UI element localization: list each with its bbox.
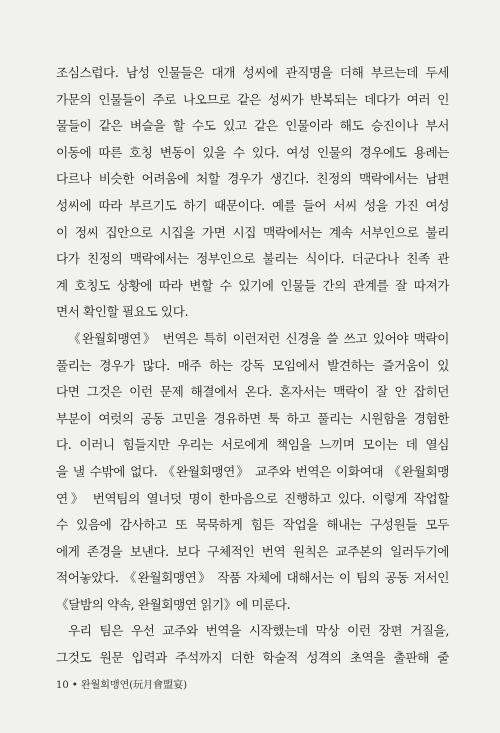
text-line: 이동에 따른 호칭 변동이 있을 수 있다. 여성 인물의 경우에도 용례는 xyxy=(56,144,449,160)
text-line: 부분이 여럿의 공동 고민을 경유하면 툭 하고 풀리는 시원함을 경험한 xyxy=(56,410,449,426)
text-line: 다가 친정의 맥락에서는 정부인으로 불리는 식이다. 더군다나 친족 관 xyxy=(56,251,449,267)
text-line: 가문의 인물들이 주로 나오므로 같은 성씨가 반복되는 데다가 여러 인 xyxy=(56,91,449,107)
text-line: 을 낼 수밖에 없다. 《완월회맹연》 교주와 번역은 이화여대 《완월회맹 xyxy=(56,463,449,479)
text-line: 다면 그것은 이런 문제 해결에서 온다. 혼자서는 맥락이 잘 안 잡히던 xyxy=(56,384,449,400)
page-footer: 10 • 완월회맹연(玩月會盟宴) xyxy=(56,680,188,691)
text-line: 적어놓았다. 《완월회맹연》 작품 자체에 대해서는 이 팀의 공동 저서인 xyxy=(56,570,449,586)
text-line: 에게 존경을 보낸다. 보다 구체적인 번역 원칙은 교주본의 일러두기에 xyxy=(56,543,449,559)
text-line: 수 있음에 감사하고 또 묵묵하게 힘든 작업을 해내는 구성원들 모두 xyxy=(56,517,449,533)
text-line: 면서 확인할 필요도 있다. xyxy=(56,304,189,320)
text-line: 그것도 원문 입력과 주석까지 더한 학술적 성격의 초역을 출판해 줄 xyxy=(56,650,449,666)
body-text xyxy=(56,60,449,672)
text-line: 《달밤의 약속, 완월회맹연 읽기》에 미룬다. xyxy=(56,596,291,612)
text-line: 이 정씨 집안으로 시집을 가면 시집 맥락에서는 계속 서부인으로 불리 xyxy=(56,224,449,240)
text-line: 조심스럽다. 남성 인물들은 대개 성씨에 관직명을 더해 부르는데 두세 xyxy=(56,65,449,80)
text-line: 다. 이러니 힘들지만 우리는 서로에게 책임을 느끼며 모이는 데 열심 xyxy=(56,437,449,453)
text-line: 계 호칭도 상황에 따라 변할 수 있기에 인물들 간의 관계를 잘 따져가 xyxy=(56,277,449,293)
text-line: 다르나 비슷한 어려움에 처할 경우가 생긴다. 친정의 맥락에서는 남편 xyxy=(56,171,449,187)
paragraph-start-line: 《완월회맹연》 번역은 특히 이런저런 신경을 쓸 쓰고 있어야 맥락이 xyxy=(68,330,449,346)
text-line: 물들이 같은 벼슬을 할 수도 있고 같은 인물이라 해도 승진이나 부서 xyxy=(56,118,449,134)
text-line: 연》 번역팀의 열너덧 명이 한마음으로 진행하고 있다. 이렇게 작업할 xyxy=(56,490,449,506)
text-line: 성씨에 따라 부르기도 하기 때문이다. 예를 들어 서씨 성을 가진 여성 xyxy=(56,197,449,213)
paragraph-start-line: 우리 팀은 우선 교주와 번역을 시작했는데 막상 이런 장편 거질을, xyxy=(68,623,449,639)
text-line: 풀리는 경우가 많다. 매주 하는 강독 모임에서 발견하는 즐거움이 있 xyxy=(56,357,449,373)
